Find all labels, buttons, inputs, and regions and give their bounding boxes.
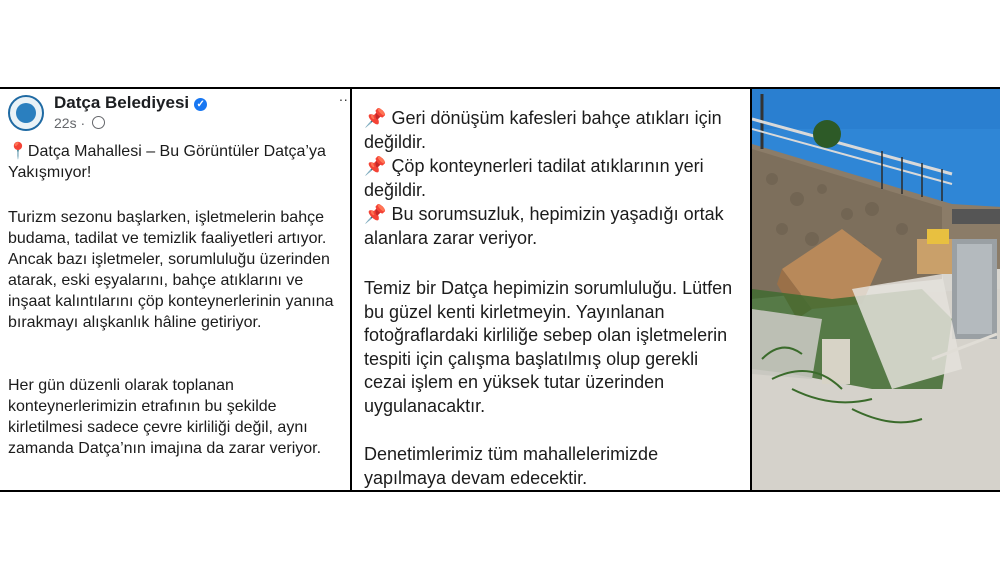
- post-meta: 22s ·: [54, 115, 105, 131]
- bullet-point-3: [364, 203, 744, 250]
- photo-waste-containers: [752, 89, 1000, 490]
- pushpin-icon: 📌: [364, 204, 387, 224]
- post-title: 📍Datça Mahallesi – Bu Görüntüler Datça’ya Yakışmıyor!: [8, 143, 326, 181]
- post-paragraph-2: Her gün düzenli olarak toplanan konteynerlerimizin etrafının bu şekilde kirletilmesi sadece çevre kirliliği değil, aynı zamanda Datça’nın imajına da zarar veriyor.: [8, 377, 322, 457]
- logo-icon: [16, 103, 36, 123]
- post-paragraph-3: Temiz bir Datça hepimizin sorumluluğu. Lütfen bu güzel kenti kirletmeyin. Yayınlanan fotoğraflardaki kirliliğe sebep olan işletmelerin tespiti için çalışma başlatılmış olup gerekli cezai işlem en yüksek tutar üzerinden uygulanacaktır.: [364, 278, 733, 416]
- verified-badge-icon: ✓: [194, 98, 207, 111]
- page-name: Datça Belediyesi: [54, 93, 190, 112]
- post-photo[interactable]: [750, 89, 1000, 490]
- post-time[interactable]: 22s: [54, 115, 77, 131]
- screenshot-strip: [0, 87, 1000, 492]
- post-paragraph-4: Denetimlerimiz tüm mahallelerimizde yapılmaya devam edecektir.: [364, 444, 659, 488]
- bullet-text: Bu sorumsuzluk, hepimizin yaşadığı ortak alanlara zarar veriyor.: [364, 204, 724, 248]
- bullet-text: Geri dönüşüm kafesleri bahçe atıkları için değildir.: [364, 108, 722, 152]
- globe-icon: [92, 116, 105, 129]
- pushpin-icon: 📌: [364, 108, 387, 128]
- bullet-text: Çöp konteynerleri tadilat atıklarının yeri değildir.: [364, 156, 704, 200]
- page-name-link[interactable]: [54, 93, 207, 113]
- bullet-point-1: [364, 107, 744, 154]
- post-panel-middle: [350, 89, 750, 490]
- post-panel-left: [0, 89, 348, 490]
- more-options-button[interactable]: ··: [338, 91, 348, 107]
- bullet-point-2: [364, 155, 744, 202]
- page-avatar[interactable]: [8, 95, 44, 131]
- pushpin-icon: 📌: [364, 156, 387, 176]
- post-paragraph-1: Turizm sezonu başlarken, işletmelerin bahçe budama, tadilat ve temizlik faaliyetleri artıyor. Ancak bazı işletmeler, sorumluluğu üzerinden atarak, eski eşyalarını, bahçe atıklarını ve inşaat kalıntılarını çöp konteynerlerinin yanına bırakmayı alışkanlık hâline getiriyor.: [8, 209, 334, 331]
